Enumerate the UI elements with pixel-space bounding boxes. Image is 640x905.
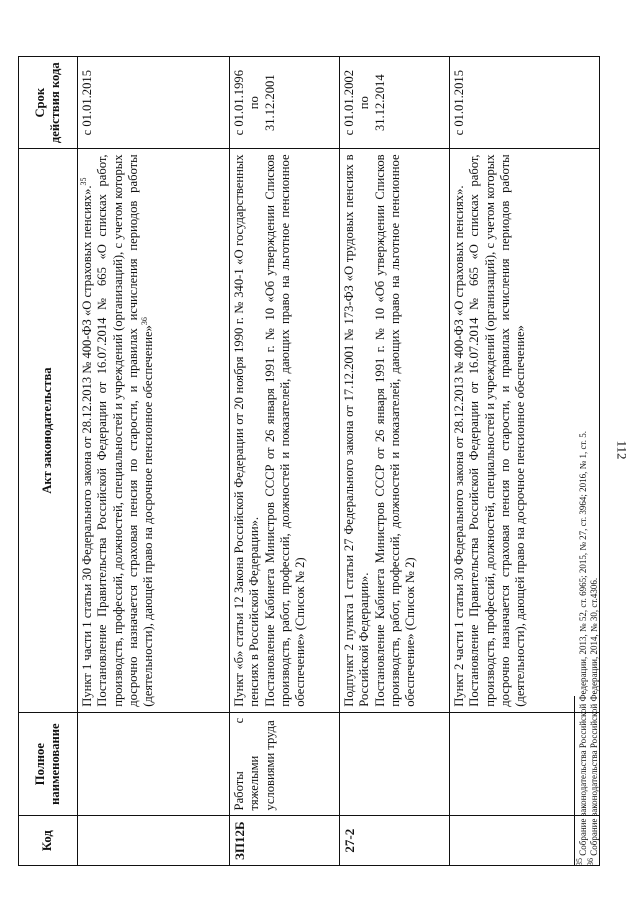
cell-act bbox=[340, 149, 450, 712]
act-paragraph: Постановление Правительства Российской Федерации от 16.07.2014 № 665 «О списках работ, производств, профессий, должностей, специальностей и учреждений (организаций), с учетом которых досрочно назначается страховая пенсия по старости, и правилах исчисления периодов работы (деятельности), дающей право на досрочное пенсионное обеспечение» bbox=[467, 154, 528, 707]
act-paragraph: Подпункт 2 пункта 1 статьи 27 Федерального закона от 17.12.2001 № 173-ФЗ «О трудовых пенсиях в Российской Федерации». bbox=[342, 154, 372, 707]
codes-table bbox=[18, 56, 600, 866]
header-term: Срок действия кода bbox=[19, 57, 78, 149]
rotated-page bbox=[18, 56, 599, 866]
header-name: Полное наименование bbox=[19, 712, 78, 816]
cell-term: с 01.01.1996 по 31.12.2001 bbox=[230, 57, 340, 149]
footnote-divider bbox=[574, 696, 575, 866]
cell-name bbox=[78, 712, 230, 816]
footnote-item: $^{36}$ Собрание законодательства Российской Федерации, 2014, № 30, ст.4306. bbox=[585, 577, 599, 866]
act-paragraph: Пункт 1 части 1 статьи 30 Федерального закона от 28.12.2013 № 400-ФЗ «О страховых пенсиях».$^{35}$ bbox=[78, 177, 94, 707]
page-number: 112 bbox=[614, 440, 630, 460]
cell-name bbox=[340, 712, 450, 816]
footnote-ref: 35 bbox=[78, 177, 88, 186]
table-row bbox=[450, 57, 600, 866]
cell-code: ЗП12Б bbox=[230, 816, 340, 866]
act-paragraph: Постановление Правительства Российской Федерации от 16.07.2014 № 665 «О списках работ, производств, профессий, должностей, специальностей и учреждений (организаций), с учетом которых досрочно назначается страховая пенсия по старости, и правилах исчисления периодов работы (деятельности), дающей право на досрочное пенсионное обеспечение»$^{36}$ bbox=[95, 154, 156, 707]
header-act: Акт законодательства bbox=[19, 149, 78, 712]
header-code: Код bbox=[19, 816, 78, 866]
table-row bbox=[78, 57, 230, 866]
table-row bbox=[340, 57, 450, 866]
cell-act bbox=[450, 149, 600, 712]
footnote-item: $^{35}$ Собрание законодательства Российской Федерации, 2013, № 52, ст. 6965; 2015, № 27, ст. 3964; 2016, № 1, ст. 5. bbox=[575, 430, 588, 866]
footnote-ref: 36 bbox=[140, 317, 149, 326]
act-paragraph: Постановление Кабинета Министров СССР от 26 января 1991 г. № 10 «Об утверждении Списков производств, работ, профессий, должностей и показателей, дающих право на льготное пенсионное обеспечение» (Список № 2) bbox=[372, 154, 418, 707]
footnotes bbox=[575, 56, 599, 866]
act-paragraph: Пункт 2 части 1 статьи 30 Федерального закона от 28.12.2013 № 400-ФЗ «О страховых пенсиях». bbox=[452, 185, 466, 707]
act-paragraph: Пункт «б» статьи 12 Закона Российской Федерации от 20 ноября 1990 г. № 340-1 «О государственных пенсиях в Российской Федерации». bbox=[232, 154, 262, 707]
cell-term: с 01.01.2002 по 31.12.2014 bbox=[340, 57, 450, 149]
act-paragraph: Постановление Кабинета Министров СССР от 26 января 1991 г. № 10 «Об утверждении Списков производств, работ, профессий, должностей и показателей, дающих право на льготное пенсионное обеспечение» (Список № 2) bbox=[262, 154, 308, 707]
cell-act bbox=[78, 149, 230, 712]
table-row bbox=[230, 57, 340, 866]
cell-act bbox=[230, 149, 340, 712]
cell-code: 27-2 bbox=[340, 816, 450, 866]
cell-name: Работы с тяжелыми условиями труда bbox=[230, 712, 340, 816]
cell-code bbox=[78, 816, 230, 866]
table-header-row bbox=[19, 57, 78, 866]
cell-term: с 01.01.2015 bbox=[78, 57, 230, 149]
cell-name bbox=[450, 712, 600, 816]
cell-term: с 01.01.2015 bbox=[450, 57, 600, 149]
